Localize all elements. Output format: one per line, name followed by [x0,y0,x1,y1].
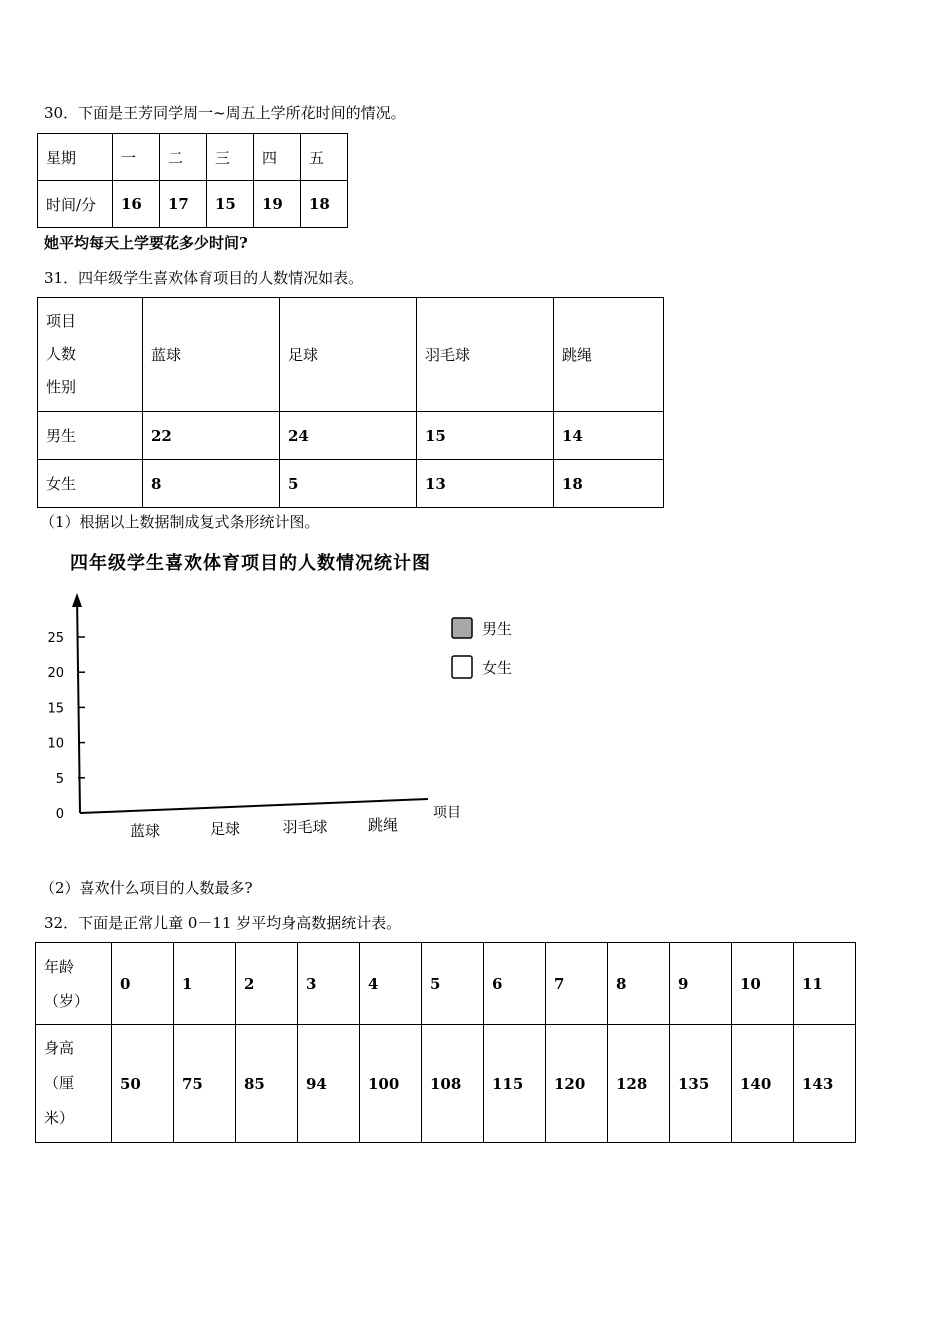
q31-cell: 5 [280,460,417,508]
q31-table [37,297,664,508]
legend-label-girls: 女生 [482,659,513,677]
q30-cell: 18 [301,181,348,228]
q32-height-cell: 143 [794,1025,856,1143]
q30-cell: 五 [301,134,348,181]
q32-height-label-line: 米） [44,1109,75,1127]
q30-cell: 二 [160,134,207,181]
q30-cell: 时间/分 [38,181,113,228]
q30-cell: 17 [160,181,207,228]
q31-cell: 8 [143,460,280,508]
q30-question: 她平均每天上学要花多少时间? [44,234,248,252]
legend-label-boys: 男生 [482,620,513,638]
q32-age-label-line: 年龄 [44,957,75,976]
q31-sport: 羽毛球 [417,298,554,412]
q32-age-cell: 8 [608,943,670,1025]
q31-cell: 14 [554,412,664,460]
q31-header-line: 人数 [46,345,77,363]
q31-row-label: 女生 [38,460,143,508]
q31-header-cell [38,298,143,412]
q30-cell: 星期 [38,134,113,181]
q32-height-cell: 108 [422,1025,484,1143]
y-tick-label: 5 [55,771,64,787]
q32-height-cell: 50 [112,1025,174,1143]
q30-cell: 19 [254,181,301,228]
q32-age-cell: 6 [484,943,546,1025]
q30-table [37,133,348,228]
q32-age-cell: 3 [298,943,360,1025]
legend-swatch-boys [452,618,472,638]
q31-sport: 蓝球 [143,298,280,412]
q32-height-cell: 115 [484,1025,546,1143]
q32-age-cell: 1 [174,943,236,1025]
q31-cell: 15 [417,412,554,460]
x-category-label: 足球 [209,820,241,838]
y-axis-arrow [72,593,82,607]
q32-age-label [36,943,112,1025]
q31-cell: 24 [280,412,417,460]
q32-height-cell: 135 [670,1025,732,1143]
q32-height-cell: 100 [360,1025,422,1143]
q32-height-cell: 140 [732,1025,794,1143]
q31-sport: 足球 [280,298,417,412]
q31-cell: 18 [554,460,664,508]
q30-cell: 三 [207,134,254,181]
q32-age-cell: 0 [112,943,174,1025]
y-tick-label: 10 [47,736,64,752]
q30-cell: 四 [254,134,301,181]
q32-age-cell: 4 [360,943,422,1025]
y-tick-label: 15 [47,701,64,717]
q32-age-cell: 2 [236,943,298,1025]
q32-age-cell: 7 [546,943,608,1025]
q31-cell: 22 [143,412,280,460]
q31-header-line: 性别 [46,378,77,396]
q32-height-cell: 75 [174,1025,236,1143]
q32-height-cell: 128 [608,1025,670,1143]
q32-height-label-line: 身高 [44,1039,75,1057]
x-category-label: 羽毛球 [282,818,328,836]
q31-header-line: 项目 [46,312,77,330]
q31-title: 31．四年级学生喜欢体育项目的人数情况如表。 [44,269,364,287]
x-axis-label: 项目 [433,805,461,821]
q30-title: 30．下面是王芳同学周一~周五上学所花时间的情况。 [44,104,406,122]
q32-age-cell: 9 [670,943,732,1025]
q32-age-cell: 10 [732,943,794,1025]
y-tick-label: 0 [55,807,64,822]
q32-title: 32．下面是正常儿童 0－11 岁平均身高数据统计表。 [44,914,402,932]
q30-cell: 一 [113,134,160,181]
q32-age-cell: 11 [794,943,856,1025]
x-category-label: 蓝球 [129,822,161,840]
y-axis [77,597,80,813]
q31-cell: 13 [417,460,554,508]
legend-swatch-girls [452,656,472,678]
x-category-label: 跳绳 [367,816,399,834]
q32-height-label-line: （厘 [44,1074,75,1092]
q32-height-cell: 120 [546,1025,608,1143]
q31-row-label: 男生 [38,412,143,460]
q32-height-cell: 85 [236,1025,298,1143]
bar-chart [40,545,540,845]
q32-age-cell: 5 [422,943,484,1025]
q32-age-label-line: （岁） [44,991,90,1010]
q30-cell: 16 [113,181,160,228]
chart-title: 四年级学生喜欢体育项目的人数情况统计图 [70,553,431,574]
q31-sport: 跳绳 [554,298,664,412]
x-axis [80,799,428,813]
q32-table [35,942,856,1143]
q32-height-label [36,1025,112,1143]
y-tick-label: 20 [47,666,64,682]
y-tick-label: 25 [47,631,64,646]
q32-height-cell: 94 [298,1025,360,1143]
q31-part1: （1）根据以上数据制成复式条形统计图。 [40,513,320,531]
q30-cell: 15 [207,181,254,228]
q31-part2: （2）喜欢什么项目的人数最多? [40,879,253,897]
